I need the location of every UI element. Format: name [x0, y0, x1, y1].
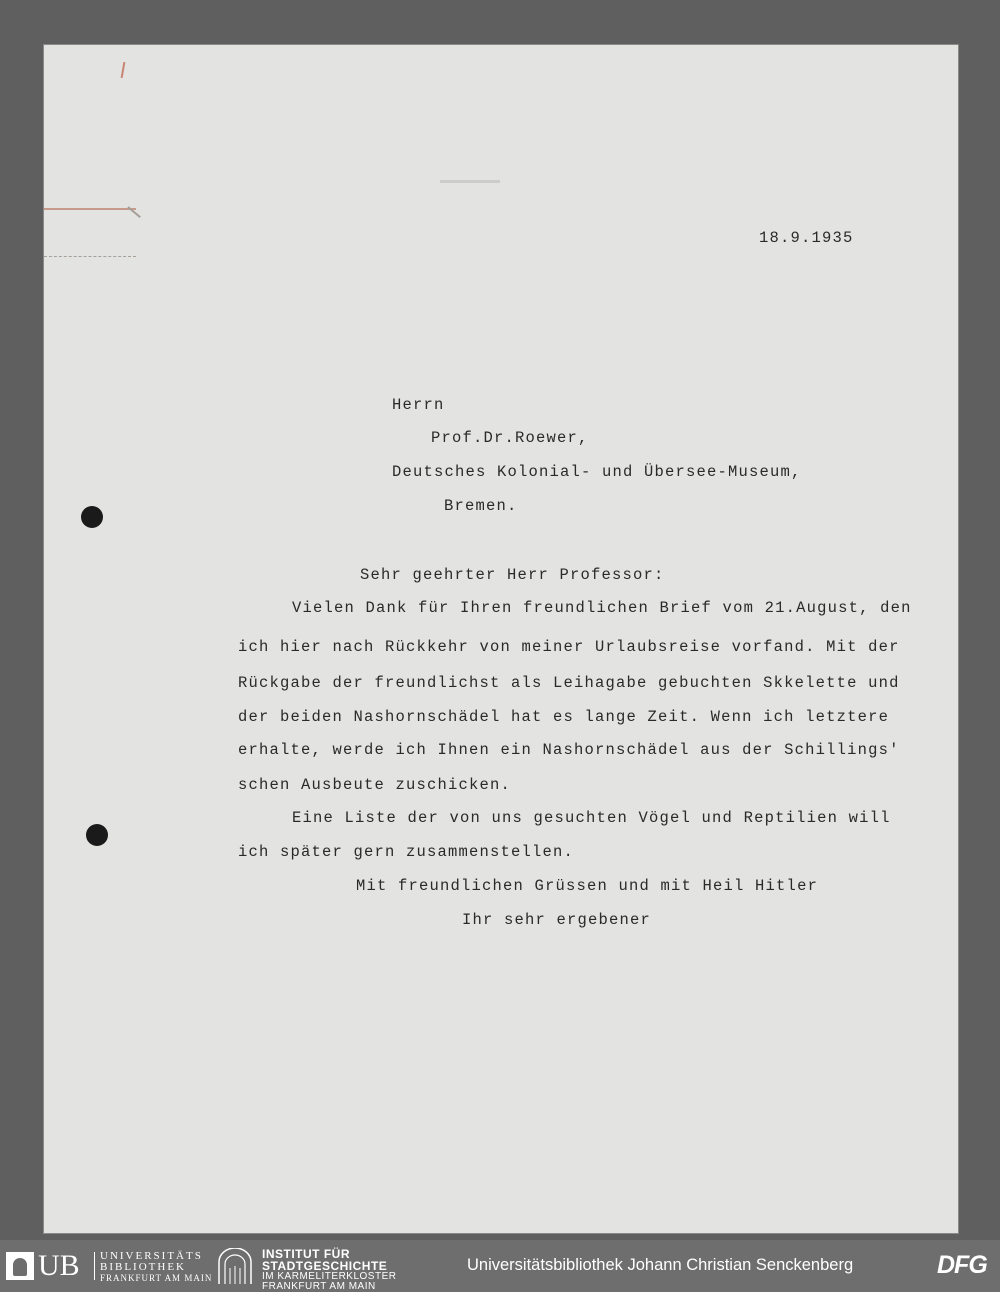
closing-line: Mit freundlichen Grüssen und mit Heil Hitler — [356, 877, 819, 895]
address-institution: Deutsches Kolonial- und Übersee-Museum, — [392, 463, 802, 481]
letter-date: 18.9.1935 — [759, 229, 854, 247]
library-name-link[interactable]: Universitätsbibliothek Johann Christian Senckenberg — [467, 1256, 854, 1274]
body-line: ich später gern zusammenstellen. — [238, 843, 575, 861]
paper-tab-mark — [44, 208, 136, 257]
isg-logo-text[interactable] — [262, 1248, 396, 1292]
body-line: erhalte, werde ich Ihnen ein Nashornschädel aus der Schillings' — [238, 741, 900, 759]
ub-logo[interactable] — [6, 1249, 213, 1284]
signature-line: Ihr sehr ergebener — [462, 911, 652, 929]
body-line: Vielen Dank für Ihren freundlichen Brief vom 21.August, den — [292, 599, 912, 617]
isg-line-2: STADTGESCHICHTE — [262, 1259, 388, 1273]
paper-smudge — [440, 180, 500, 183]
letter-greeting: Sehr geehrter Herr Professor: — [360, 566, 665, 584]
ub-line-2: BIBLIOTHEK — [100, 1261, 186, 1273]
ub-letters: UB — [38, 1249, 80, 1282]
address-herrn: Herrn — [392, 396, 445, 414]
address-name: Prof.Dr.Roewer, — [431, 429, 589, 447]
body-line: ich hier nach Rückkehr von meiner Urlaubsreise vorfand. Mit der — [238, 638, 900, 656]
isg-line-1: INSTITUT FÜR — [262, 1247, 350, 1261]
isg-line-3: IM KARMELITERKLOSTER — [262, 1271, 397, 1282]
punch-hole-upper — [81, 506, 103, 528]
ub-line-3: FRANKFURT AM MAIN — [100, 1273, 213, 1283]
isg-arch-icon — [215, 1248, 255, 1286]
dfg-logo[interactable]: DFG — [937, 1251, 987, 1279]
body-line: Eine Liste der von uns gesuchten Vögel und Reptilien will — [292, 809, 891, 827]
ub-portrait-icon — [6, 1252, 34, 1280]
body-line: Rückgabe der freundlichst als Leihagabe gebuchten Skkelette und — [238, 674, 900, 692]
isg-line-4: FRANKFURT AM MAIN — [262, 1281, 376, 1292]
punch-hole-lower — [86, 824, 108, 846]
address-city: Bremen. — [444, 497, 518, 515]
ub-divider — [94, 1252, 95, 1280]
body-line: der beiden Nashornschädel hat es lange Zeit. Wenn ich letztere — [238, 708, 890, 726]
ub-line-1: UNIVERSITÄTS — [100, 1250, 203, 1262]
body-line: schen Ausbeute zuschicken. — [238, 776, 512, 794]
footer-bar — [0, 1240, 1000, 1291]
